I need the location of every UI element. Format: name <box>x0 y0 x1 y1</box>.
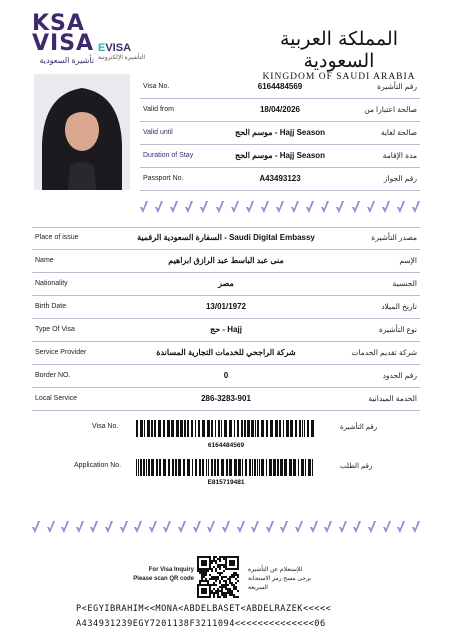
place-of-issue-label-ar: مصدر التأشيرة <box>371 233 417 242</box>
check-mark-icon <box>367 200 375 214</box>
check-mark-icon <box>266 520 274 534</box>
passport-label-ar: رقم الجواز <box>383 174 417 183</box>
qr-english-line2: Please scan QR code <box>133 576 194 582</box>
local-service-label-ar: الخدمة الميدانية <box>368 394 417 403</box>
name-label: Name <box>35 257 54 264</box>
service-provider-label: Service Provider <box>35 349 87 356</box>
qr-arabic-line2: يرجى مسح رمز الاستجابة السريعة <box>248 576 312 591</box>
check-mark-icon <box>90 520 98 534</box>
applicant-photo-image <box>34 74 130 190</box>
barcode-application-number: E815719481 <box>207 479 245 486</box>
check-mark-icon <box>134 520 142 534</box>
check-mark-icon <box>207 520 215 534</box>
check-mark-icon <box>178 520 186 534</box>
check-mark-icon <box>321 200 329 214</box>
evisa-prefix: E <box>98 42 106 54</box>
check-mark-icon <box>295 520 303 534</box>
visa-type-label: Type Of Visa <box>35 326 75 333</box>
kingdom-english: KINGDOM OF SAUDI ARABIA <box>262 72 416 82</box>
service-provider-row <box>32 342 420 365</box>
check-mark-icon <box>368 520 376 534</box>
valid-from-label: Valid from <box>143 106 174 113</box>
check-mark-icon <box>61 520 69 534</box>
valid-until-label: Valid until <box>143 129 173 136</box>
check-mark-icon <box>397 200 405 214</box>
check-mark-icon <box>246 200 254 214</box>
check-mark-icon <box>306 200 314 214</box>
duration-label: Duration of Stay <box>143 152 194 159</box>
qr-code[interactable] <box>197 556 239 598</box>
visa-type-label-ar: نوع التأشيرة <box>378 325 417 334</box>
barcode-application-label-ar: رقم الطلب <box>340 463 373 470</box>
mrz-line-1: P<EGYIBRAHIM<<MONA<ABDELBASET<ABDELRAZEK<<<<< <box>76 604 332 614</box>
barcode-visa-label: Visa No. <box>92 423 119 430</box>
valid-from-row <box>140 99 420 122</box>
barcode-visa-label-ar: رقم التأشيرة <box>340 424 378 431</box>
visa-number-label-ar: رقم التأشيرة <box>377 82 417 91</box>
local-service-label: Local Service <box>35 395 78 402</box>
check-mark-icon <box>222 520 230 534</box>
qr-arabic-text <box>248 566 328 593</box>
kingdom-title <box>259 28 419 82</box>
birth-date-value: 13/01/1972 <box>205 302 247 311</box>
qr-english-text <box>120 566 194 584</box>
passport-value: A43493123 <box>259 174 301 183</box>
mrz-line-2: A434931239EGY7201138F3211094<<<<<<<<<<<<<<06 <box>76 619 326 629</box>
check-mark-icon <box>412 520 420 534</box>
check-strip-bottom <box>32 520 420 536</box>
application-number-barcode <box>136 459 316 476</box>
check-mark-icon <box>140 200 148 214</box>
check-mark-icon <box>163 520 171 534</box>
place-of-issue-row <box>32 227 420 250</box>
birth-date-label: Birth Date <box>35 303 67 310</box>
border-number-row <box>32 365 420 388</box>
check-mark-icon <box>261 200 269 214</box>
check-mark-icon <box>185 200 193 214</box>
evisa-arabic: التأشيرة الإلكترونية <box>98 55 146 61</box>
visa-number-label: Visa No. <box>143 83 170 90</box>
check-mark-icon <box>47 520 55 534</box>
check-mark-icon <box>120 520 128 534</box>
check-mark-icon <box>412 200 420 214</box>
place-of-issue-value: السفارة السعودية الرقمية - Saudi Digital Embassy <box>137 233 315 242</box>
visa-type-value: حج - Hajj <box>210 325 242 334</box>
border-number-value: 0 <box>223 371 229 380</box>
check-mark-icon <box>382 200 390 214</box>
check-mark-icon <box>216 200 224 214</box>
kingdom-arabic: المملكة العربية السعودية <box>280 28 398 72</box>
duration-value: موسم الحج - Hajj Season <box>234 151 326 160</box>
border-number-label-ar: رقم الحدود <box>382 371 417 380</box>
evisa-logo <box>98 42 145 61</box>
check-mark-icon <box>324 520 332 534</box>
birth-date-row <box>32 296 420 319</box>
name-label-ar: الإسم <box>399 256 417 265</box>
nationality-row <box>32 273 420 296</box>
local-service-row <box>32 388 420 411</box>
check-mark-icon <box>251 520 259 534</box>
check-mark-icon <box>291 200 299 214</box>
ksa-logo-arabic: تأشيرة السعودية <box>39 56 94 65</box>
check-mark-icon <box>397 520 405 534</box>
applicant-photo <box>34 74 130 190</box>
nationality-value: مصر <box>218 279 234 288</box>
evisa-suffix: VISA <box>105 42 132 54</box>
name-row <box>32 250 420 273</box>
border-number-label: Border NO. <box>35 372 71 379</box>
nationality-label: Nationality <box>35 280 68 287</box>
check-strip-top <box>140 200 420 216</box>
check-mark-icon <box>353 520 361 534</box>
check-mark-icon <box>310 520 318 534</box>
check-mark-icon <box>383 520 391 534</box>
valid-until-label-ar: صالحة لغاية <box>380 128 417 137</box>
birth-date-label-ar: تاريخ الميلاد <box>381 302 417 311</box>
passport-label: Passport No. <box>143 175 184 182</box>
qr-arabic-line1: للإستعلام عن التأشيرة <box>248 567 303 573</box>
nationality-label-ar: الجنسية <box>392 279 417 288</box>
check-mark-icon <box>149 520 157 534</box>
check-mark-icon <box>76 520 84 534</box>
check-mark-icon <box>280 520 288 534</box>
check-mark-icon <box>32 520 40 534</box>
check-mark-icon <box>231 200 239 214</box>
check-mark-icon <box>170 200 178 214</box>
visa-type-row <box>32 319 420 342</box>
valid-until-row <box>140 122 420 145</box>
visa-number-value: 6164484569 <box>257 82 303 91</box>
barcode-application-label: Application No. <box>74 462 122 469</box>
qr-english-line1: For Visa Inquiry <box>148 567 194 573</box>
valid-from-label-ar: صالحة اعتبارا من <box>364 105 417 114</box>
check-mark-icon <box>155 200 163 214</box>
visa-number-barcode <box>136 420 316 437</box>
check-mark-icon <box>193 520 201 534</box>
check-mark-icon <box>105 520 113 534</box>
local-service-value: 286-3283-901 <box>201 394 251 403</box>
check-mark-icon <box>352 200 360 214</box>
service-provider-label-ar: شركة تقديم الخدمات <box>351 348 417 357</box>
check-mark-icon <box>276 200 284 214</box>
visa-number-row <box>140 76 420 99</box>
ksa-logo-line2: VISA <box>32 31 95 56</box>
name-value: منى عبد الباسط عبد الرازق ابراهيم <box>168 256 284 265</box>
duration-label-ar: مدة الإقامة <box>382 151 417 160</box>
barcode-visa-number: 6164484569 <box>207 442 245 449</box>
ksa-logo-line1: KSA <box>32 11 85 36</box>
place-of-issue-label: Place of issue <box>35 234 79 241</box>
duration-row <box>140 145 420 168</box>
check-mark-icon <box>237 520 245 534</box>
ksa-visa-logo <box>32 11 95 65</box>
check-mark-icon <box>339 520 347 534</box>
check-mark-icon <box>336 200 344 214</box>
service-provider-value: شركة الراجحي للخدمات التجارية المساندة <box>156 348 296 357</box>
passport-row <box>140 168 420 191</box>
valid-until-value: موسم الحج - Hajj Season <box>234 128 326 137</box>
check-mark-icon <box>200 200 208 214</box>
valid-from-value: 18/04/2026 <box>259 105 301 114</box>
